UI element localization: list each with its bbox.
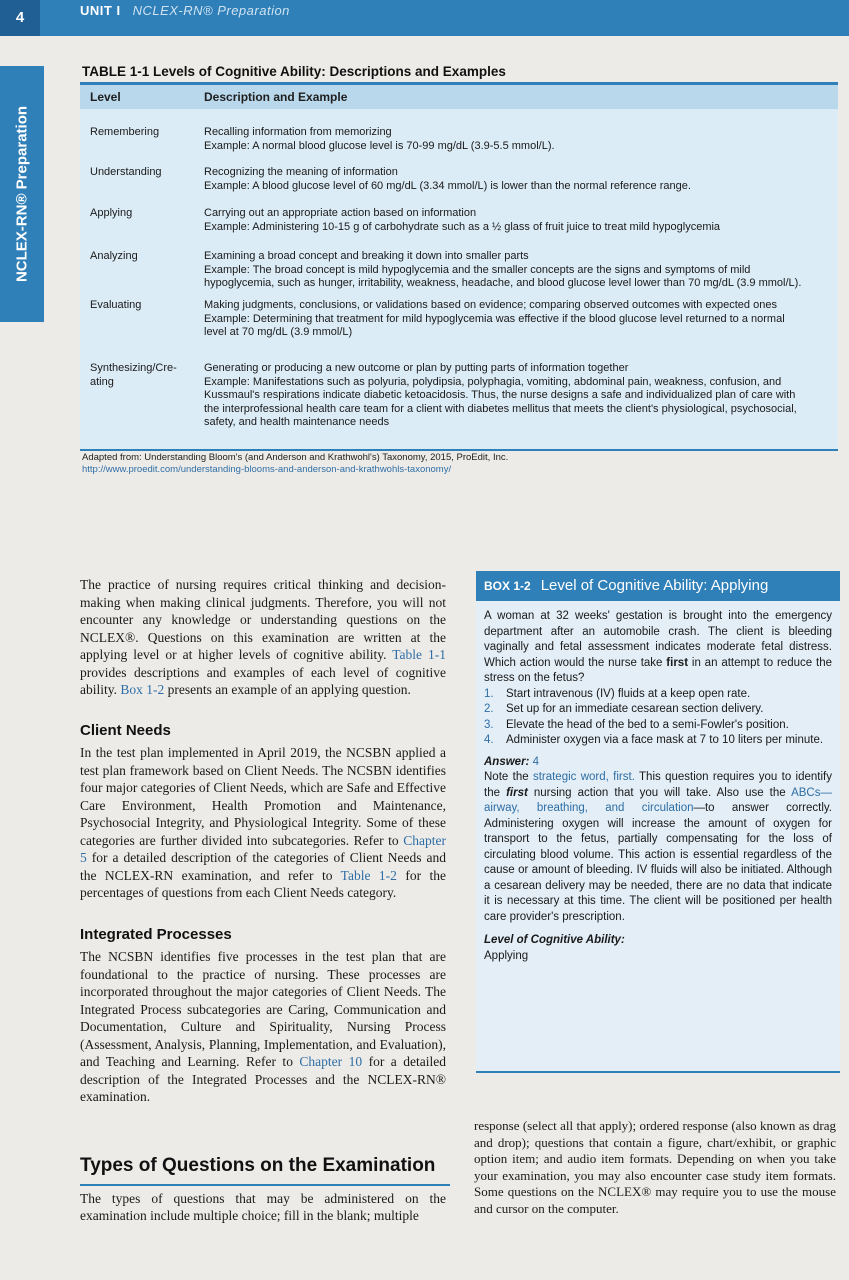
box-1-2 (476, 571, 840, 1073)
description-line: Recalling information from memorizing (204, 126, 392, 138)
description-cell (204, 166, 834, 193)
description-line: the interprofessional health care team for a client with diabetes mellitus that meets the client's physiological, psychosocial, (204, 402, 797, 415)
option-item (484, 687, 832, 703)
page-number: 4 (0, 0, 40, 36)
description-line: Carrying out an appropriate action based on information (204, 207, 477, 219)
intro-paragraph (80, 576, 446, 699)
question-text: A woman at 32 weeks' gestation is brought into the emergency department after an automobile crash. The client is bleeding vaginally and fetal assessment indicates moderate fetal distress. Which action would the nurse take (484, 610, 832, 669)
description-cell (204, 250, 834, 291)
right-column-continued: response (select all that apply); ordered response (also known as drag and drop); questions that contain a figure, chart/exhibit, or graphic option item; and audio item formats. Depending on when you take your examination, you may also encounter case study item formats. Some questions on the NCLEX® may require you to use the mouse and cursor on the computer. (474, 1118, 836, 1216)
description-line: Kussmaul's respirations indicate diabetic ketoacidosis. Thus, the nurse designs a safe and individualized plan of care with (204, 389, 796, 401)
level-cell: Synthesizing/Cre- ating (90, 362, 177, 388)
intro-text: The practice of nursing requires critical thinking and decision-making when making clinical judgments. Therefore, you will not encounter any knowledge or understanding questions on the NCLEX®. Questions on this examination are written at the applying level or at higher levels of cognitive ability. (80, 577, 446, 662)
description-cell (204, 299, 834, 340)
integrated-processes-heading: Integrated Processes (80, 926, 232, 943)
box-header (476, 571, 840, 601)
option-number: 3. (484, 718, 494, 731)
integrated-text: for a detailed description of the Integrated Processes and the NCLEX-RN® examination. (80, 1054, 446, 1104)
column-header-level: Level (90, 90, 121, 104)
table-1-2-link[interactable]: Table 1-2 (340, 867, 397, 883)
option-number: 1. (484, 687, 494, 700)
rationale-text: nursing action that you will take. Also use the (527, 786, 792, 799)
answer-value: 4 (532, 755, 539, 768)
option-item (484, 718, 832, 734)
description-line: safety, and health maintenance needs (204, 416, 390, 428)
types-paragraph: The types of questions that may be administered on the examination include multiple choice; fill in the blank; multiple (80, 1191, 446, 1223)
description-line: Example: Determining that treatment for mild hypoglycemia was effective if the blood glucose level returned to a normal (204, 312, 785, 325)
strategic-word-link[interactable]: strategic word, first. (532, 771, 635, 783)
source-url[interactable]: http://www.proedit.com/understanding-blooms-and-anderson-and-krathwohls-taxonomy/ (82, 464, 452, 475)
level-cell: Evaluating (90, 299, 142, 311)
intro-text: provides descriptions and examples of each level of cognitive ability. (80, 664, 446, 697)
column-header-description: Description and Example (204, 90, 348, 104)
chapter-10-link[interactable]: Chapter 10 (299, 1054, 363, 1069)
client-needs-heading: Client Needs (80, 722, 171, 739)
description-line: Making judgments, conclusions, or validations based on evidence; comparing observed outcomes with expected ones (204, 299, 777, 311)
rationale-emphasis: first (506, 786, 528, 799)
option-text: Set up for an immediate cesarean section delivery. (506, 703, 764, 715)
rationale-text: Note the (484, 771, 533, 783)
question-stem (484, 609, 832, 687)
description-cell (204, 126, 834, 153)
option-number: 4. (484, 734, 494, 746)
description-cell (204, 362, 834, 430)
abcs-link[interactable]: ABCs—airway, breathing, and circulation (484, 786, 832, 814)
level-value: Applying (484, 949, 529, 962)
option-text: Start intravenous (IV) fluids at a keep open rate. (506, 687, 751, 700)
description-line: level at 70 mg/dL (3.9 mmol/L) (204, 326, 353, 338)
level-cell: Understanding (90, 166, 162, 178)
question-emphasis: first (666, 656, 689, 669)
section-label: NCLEX-RN® Preparation (132, 3, 290, 18)
level-cell: Applying (90, 207, 133, 219)
answer-options (484, 687, 832, 749)
answer-label: Answer: (484, 755, 530, 768)
rationale-text: —to answer correctly. Administering oxygen will increase the amount of oxygen for transport to the fetus, partially compensating for the loss of circulating blood volume. This action is essential regardless of the cause or amount of bleeding. IV fluids will also be initiated. Although a cesarean delivery may be needed, there are no data that indicate it is necessary at this time. The client will be positioned per health care provider's prescription. (484, 802, 832, 923)
table-1-1-link[interactable]: Table 1-1 (392, 647, 446, 662)
description-line: Example: A blood glucose level of 60 mg/dL (3.34 mmol/L) is lower than the normal reference range. (204, 179, 691, 192)
box-title: Level of Cognitive Ability: Applying (540, 577, 769, 594)
box-1-2-link[interactable]: Box 1-2 (120, 682, 165, 697)
level-cell: Remembering (90, 126, 160, 138)
side-tab (0, 66, 44, 322)
client-needs-text: In the test plan implemented in April 2019, the NCSBN applied a test plan framework based on Client Needs. The NCSBN identifies four major categories of Client Needs, which are Safe and Effective Care Environment, Health Promotion and Maintenance, Psychosocial Integrity, and Physiological Integrity. Some of these categories are further divided into subcategories. Refer to (80, 745, 446, 848)
intro-text: presents an example of an applying question. (164, 682, 411, 697)
box-body (476, 601, 840, 964)
option-text: Administer oxygen via a face mask at 7 to 10 liters per minute. (506, 734, 824, 746)
description-line: Generating or producing a new outcome or plan by putting parts of information together (204, 362, 629, 374)
side-tab-label: NCLEX-RN® Preparation (13, 105, 31, 283)
box-label: BOX 1-2 (484, 579, 531, 593)
table-title: TABLE 1-1 Levels of Cognitive Ability: Descriptions and Examples (82, 64, 506, 79)
option-item (484, 733, 832, 749)
option-number: 2. (484, 703, 494, 715)
description-line: Examining a broad concept and breaking it down into smaller parts (204, 250, 529, 262)
description-line: hypoglycemia, such as hunger, irritability, weakness, headache, and blood glucose level lower than 70 mg/dL (3.9 mmol/L). (204, 277, 802, 289)
chapter-5-link[interactable]: Chapter 5 (80, 832, 446, 865)
types-of-questions-heading: Types of Questions on the Examination (80, 1148, 450, 1186)
source-citation: Adapted from: Understanding Bloom's (and Anderson and Krathwohl's) Taxonomy, 2015, ProEdit, Inc. (82, 452, 509, 463)
running-header (80, 0, 290, 26)
answer-line (484, 755, 832, 771)
level-cell: Analyzing (90, 250, 138, 262)
client-needs-text: for a detailed description of the categories of Client Needs and the NCLEX-RN examination, and refer to (80, 850, 446, 883)
description-line: Example: Administering 10-15 g of carbohydrate such as a ½ glass of fruit juice to treat mild hypoglycemia (204, 220, 721, 233)
description-line: Example: Manifestations such as polyuria, polydipsia, polyphagia, vomiting, abdominal pain, weakness, confusion, and (204, 375, 782, 388)
description-line: Example: The broad concept is mild hypoglycemia and the smaller concepts are the signs and symptoms of mild (204, 263, 751, 276)
description-line: Recognizing the meaning of information (204, 166, 398, 178)
option-item (484, 702, 832, 718)
question-text: in an attempt to reduce the stress on the fetus? (484, 656, 832, 684)
rationale (484, 770, 832, 925)
client-needs-text: for the percentages of questions from each Client Needs category. (80, 867, 446, 900)
level-label: Level of Cognitive Ability: (484, 934, 625, 946)
table-header (80, 85, 838, 109)
description-line: Example: A normal blood glucose level is 70-99 mg/dL (3.9-5.5 mmol/L). (204, 139, 555, 152)
unit-label: UNIT I (80, 3, 121, 18)
client-needs-paragraph (80, 744, 446, 902)
option-text: Elevate the head of the bed to a semi-Fowler's position. (506, 718, 789, 731)
integrated-text: The NCSBN identifies five processes in the test plan that are foundational to the practice of nursing. These processes are incorporated throughout the major categories of Client Needs. The Integrated Process subcategories are Caring, Communication and Documentation, Culture and Spirituality, Nursing Process (Assessment, Analysis, Planning, Implementation, and Evaluation), and Teaching and Learning. Refer to (80, 949, 446, 1069)
integrated-processes-paragraph (80, 948, 446, 1106)
rationale-text: This question requires you to identify the (484, 771, 832, 799)
cognitive-levels-table (80, 82, 838, 451)
description-cell (204, 207, 834, 234)
table-source (82, 452, 822, 476)
